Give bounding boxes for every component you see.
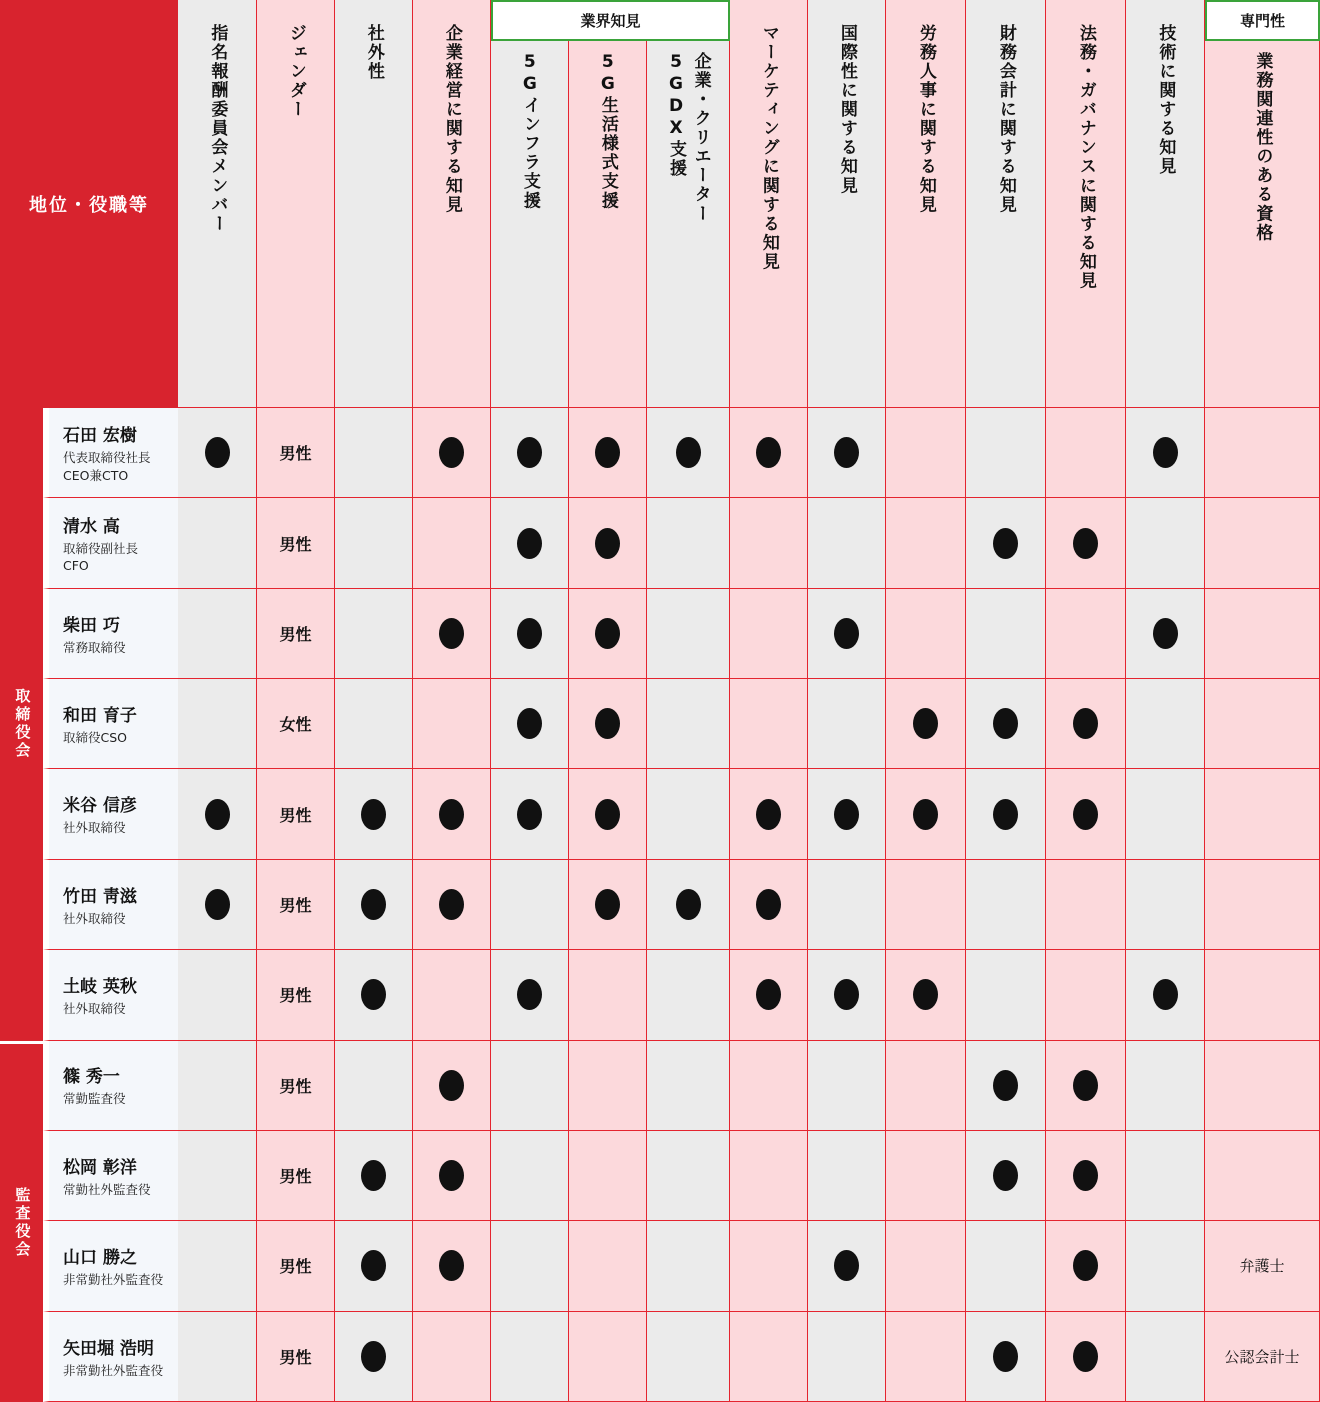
cell-nomination-committee-row3 <box>178 589 257 679</box>
dot-mark <box>439 618 464 649</box>
cell-finance-accounting-row1 <box>966 408 1046 498</box>
cell-gender-row7 <box>257 950 335 1040</box>
vertical-label: 5G生活様式支援 <box>597 52 618 211</box>
cell-gender-row5 <box>257 769 335 859</box>
corner-header-label: 地位・役職等 <box>29 195 149 216</box>
cell-qualification-row10 <box>1205 1221 1320 1311</box>
col-header-marketing <box>730 0 808 408</box>
cell-qualification-row8 <box>1205 1041 1320 1131</box>
cell-gender-row10 <box>257 1221 335 1311</box>
gender-text: 男性 <box>279 895 312 915</box>
cell-management-row9 <box>413 1131 491 1221</box>
dot-mark <box>439 1250 464 1281</box>
dot-mark <box>517 528 542 559</box>
member-name-cell <box>43 498 178 588</box>
cell-gender-row11 <box>257 1312 335 1402</box>
dot-mark <box>205 889 230 920</box>
cell-technology-row3 <box>1126 589 1205 679</box>
cell-marketing-row11 <box>730 1312 808 1402</box>
cell-international-row8 <box>808 1041 886 1131</box>
cell-gender-row1 <box>257 408 335 498</box>
cell-5g-infra-row6 <box>491 860 569 950</box>
cell-independence-row1 <box>335 408 413 498</box>
dot-mark <box>439 1070 464 1101</box>
col-header-qualification <box>1205 0 1320 408</box>
dot-mark <box>913 799 938 830</box>
cell-independence-row10 <box>335 1221 413 1311</box>
member-name-cell <box>43 1312 178 1402</box>
cell-legal-governance-row10 <box>1046 1221 1126 1311</box>
dot-mark <box>361 799 386 830</box>
qualification-text: 弁護士 <box>1239 1257 1285 1276</box>
cell-technology-row8 <box>1126 1041 1205 1131</box>
cell-5g-lifestyle-row1 <box>569 408 647 498</box>
gender-text: 男性 <box>279 1257 312 1277</box>
member-name: 石田 宏樹 <box>63 426 137 447</box>
cell-5g-infra-row1 <box>491 408 569 498</box>
cell-finance-accounting-row5 <box>966 769 1046 859</box>
cell-nomination-committee-row8 <box>178 1041 257 1131</box>
cell-technology-row5 <box>1126 769 1205 859</box>
vertical-label: 社外性 <box>363 24 384 82</box>
dot-mark <box>913 708 938 739</box>
cell-qualification-row2 <box>1205 498 1320 588</box>
gender-text: 男性 <box>279 986 312 1006</box>
cell-5g-dx-row6 <box>647 860 730 950</box>
dot-mark <box>439 437 464 468</box>
cell-nomination-committee-row10 <box>178 1221 257 1311</box>
cell-legal-governance-row6 <box>1046 860 1126 950</box>
cell-5g-infra-row2 <box>491 498 569 588</box>
cell-marketing-row10 <box>730 1221 808 1311</box>
cell-international-row5 <box>808 769 886 859</box>
member-name-cell <box>43 408 178 498</box>
corner-header <box>0 0 178 408</box>
cell-international-row1 <box>808 408 886 498</box>
cell-legal-governance-row11 <box>1046 1312 1126 1402</box>
cell-5g-dx-row9 <box>647 1131 730 1221</box>
cell-nomination-committee-row11 <box>178 1312 257 1402</box>
cell-legal-governance-row8 <box>1046 1041 1126 1131</box>
member-title: 常勤社外監査役 <box>63 1181 151 1197</box>
dot-mark <box>993 528 1018 559</box>
member-name: 米谷 信彦 <box>63 796 137 817</box>
member-name-cell <box>43 1221 178 1311</box>
cell-5g-lifestyle-row11 <box>569 1312 647 1402</box>
cell-nomination-committee-row7 <box>178 950 257 1040</box>
dot-mark <box>1073 1250 1098 1281</box>
cell-nomination-committee-row2 <box>178 498 257 588</box>
cell-marketing-row1 <box>730 408 808 498</box>
cell-legal-governance-row2 <box>1046 498 1126 588</box>
cell-5g-lifestyle-row5 <box>569 769 647 859</box>
cell-finance-accounting-row4 <box>966 679 1046 769</box>
member-name: 松岡 彰洋 <box>63 1157 137 1178</box>
column-group-specialty <box>1205 0 1320 41</box>
dot-mark <box>1153 437 1178 468</box>
cell-5g-dx-row4 <box>647 679 730 769</box>
cell-technology-row1 <box>1126 408 1205 498</box>
member-name-cell <box>43 860 178 950</box>
cell-hr-labor-row4 <box>886 679 966 769</box>
cell-international-row7 <box>808 950 886 1040</box>
dot-mark <box>361 979 386 1010</box>
member-title: 非常勤社外監査役 <box>63 1362 164 1378</box>
cell-technology-row6 <box>1126 860 1205 950</box>
cell-finance-accounting-row11 <box>966 1312 1046 1402</box>
cell-nomination-committee-row5 <box>178 769 257 859</box>
member-name-cell <box>43 950 178 1040</box>
column-group-label: 業界知見 <box>580 12 641 30</box>
dot-mark <box>205 799 230 830</box>
dot-mark <box>517 708 542 739</box>
member-name: 和田 育子 <box>63 706 137 727</box>
col-header-5g-infra <box>491 0 569 408</box>
cell-hr-labor-row7 <box>886 950 966 1040</box>
vertical-label: 企業・クリエーター 5GDX支援 <box>666 52 711 224</box>
dot-mark <box>595 708 620 739</box>
dot-mark <box>595 889 620 920</box>
cell-international-row3 <box>808 589 886 679</box>
dot-mark <box>834 618 859 649</box>
dot-mark <box>595 528 620 559</box>
cell-international-row6 <box>808 860 886 950</box>
cell-international-row10 <box>808 1221 886 1311</box>
member-title: 非常勤社外監査役 <box>63 1272 164 1288</box>
cell-hr-labor-row3 <box>886 589 966 679</box>
cell-hr-labor-row1 <box>886 408 966 498</box>
dot-mark <box>834 979 859 1010</box>
cell-management-row11 <box>413 1312 491 1402</box>
cell-management-row3 <box>413 589 491 679</box>
dot-mark <box>1073 708 1098 739</box>
member-name-cell <box>43 679 178 769</box>
qualification-text: 公認会計士 <box>1224 1347 1300 1366</box>
dot-mark <box>361 1250 386 1281</box>
cell-nomination-committee-row6 <box>178 860 257 950</box>
cell-qualification-row11 <box>1205 1312 1320 1402</box>
cell-5g-lifestyle-row2 <box>569 498 647 588</box>
dot-mark <box>993 708 1018 739</box>
cell-hr-labor-row6 <box>886 860 966 950</box>
dot-mark <box>1073 1160 1098 1191</box>
cell-management-row2 <box>413 498 491 588</box>
dot-mark <box>1073 528 1098 559</box>
cell-marketing-row6 <box>730 860 808 950</box>
cell-gender-row6 <box>257 860 335 950</box>
cell-5g-lifestyle-row4 <box>569 679 647 769</box>
vertical-label: マーケティングに関する知見 <box>758 24 779 272</box>
cell-independence-row7 <box>335 950 413 1040</box>
cell-5g-lifestyle-row6 <box>569 860 647 950</box>
dot-mark <box>361 1160 386 1191</box>
cell-hr-labor-row9 <box>886 1131 966 1221</box>
member-name: 篠 秀一 <box>63 1067 120 1088</box>
cell-5g-lifestyle-row8 <box>569 1041 647 1131</box>
dot-mark <box>439 889 464 920</box>
vertical-label: 労務人事に関する知見 <box>915 24 936 215</box>
gender-text: 男性 <box>279 624 312 644</box>
cell-finance-accounting-row10 <box>966 1221 1046 1311</box>
col-header-finance-accounting <box>966 0 1046 408</box>
dot-mark <box>1073 799 1098 830</box>
cell-qualification-row9 <box>1205 1131 1320 1221</box>
vertical-label: 指名報酬委員会メンバー <box>207 24 228 234</box>
dot-mark <box>361 1341 386 1372</box>
cell-technology-row9 <box>1126 1131 1205 1221</box>
cell-5g-infra-row5 <box>491 769 569 859</box>
vertical-label: 5Gインフラ支援 <box>519 52 540 211</box>
cell-independence-row6 <box>335 860 413 950</box>
cell-technology-row4 <box>1126 679 1205 769</box>
member-name: 清水 高 <box>63 516 120 537</box>
dot-mark <box>595 799 620 830</box>
cell-gender-row2 <box>257 498 335 588</box>
cell-international-row9 <box>808 1131 886 1221</box>
cell-international-row4 <box>808 679 886 769</box>
vertical-label: 法務・ガバナンスに関する知見 <box>1075 24 1096 291</box>
dot-mark <box>439 1160 464 1191</box>
cell-legal-governance-row4 <box>1046 679 1126 769</box>
member-name: 山口 勝之 <box>63 1248 137 1269</box>
dot-mark <box>517 618 542 649</box>
member-title: 代表取締役社長 CEO兼CTO <box>63 450 151 483</box>
cell-legal-governance-row3 <box>1046 589 1126 679</box>
member-title: 取締役副社長 CFO <box>63 540 139 574</box>
cell-qualification-row5 <box>1205 769 1320 859</box>
dot-mark <box>595 437 620 468</box>
col-header-independence <box>335 0 413 408</box>
member-name: 土岐 英秋 <box>63 977 137 998</box>
cell-5g-infra-row4 <box>491 679 569 769</box>
col-header-legal-governance <box>1046 0 1126 408</box>
col-header-management <box>413 0 491 408</box>
cell-5g-dx-row8 <box>647 1041 730 1131</box>
vertical-label: 国際性に関する知見 <box>836 24 857 196</box>
dot-mark <box>993 1070 1018 1101</box>
cell-finance-accounting-row2 <box>966 498 1046 588</box>
member-name: 柴田 巧 <box>63 615 120 636</box>
vertical-label: 業務関連性のある資格 <box>1252 52 1273 243</box>
member-title: 社外取締役 <box>63 1001 126 1017</box>
dot-mark <box>1153 618 1178 649</box>
col-header-nomination-committee <box>178 0 257 408</box>
column-group-industry-knowledge <box>491 0 730 41</box>
cell-legal-governance-row9 <box>1046 1131 1126 1221</box>
cell-5g-dx-row3 <box>647 589 730 679</box>
dot-mark <box>913 979 938 1010</box>
cell-technology-row11 <box>1126 1312 1205 1402</box>
cell-international-row2 <box>808 498 886 588</box>
dot-mark <box>361 889 386 920</box>
member-title: 社外取締役 <box>63 910 126 926</box>
col-header-gender <box>257 0 335 408</box>
gender-text: 男性 <box>279 805 312 825</box>
cell-5g-infra-row10 <box>491 1221 569 1311</box>
cell-management-row5 <box>413 769 491 859</box>
cell-nomination-committee-row1 <box>178 408 257 498</box>
cell-finance-accounting-row8 <box>966 1041 1046 1131</box>
cell-gender-row8 <box>257 1041 335 1131</box>
col-header-5g-dx <box>647 0 730 408</box>
cell-independence-row11 <box>335 1312 413 1402</box>
cell-5g-lifestyle-row9 <box>569 1131 647 1221</box>
dot-mark <box>834 437 859 468</box>
dot-mark <box>595 618 620 649</box>
cell-marketing-row7 <box>730 950 808 1040</box>
cell-5g-infra-row8 <box>491 1041 569 1131</box>
cell-5g-infra-row7 <box>491 950 569 1040</box>
cell-technology-row10 <box>1126 1221 1205 1311</box>
col-header-hr-labor <box>886 0 966 408</box>
dot-mark <box>517 799 542 830</box>
cell-independence-row8 <box>335 1041 413 1131</box>
dot-mark <box>993 1341 1018 1372</box>
cell-legal-governance-row5 <box>1046 769 1126 859</box>
cell-qualification-row1 <box>1205 408 1320 498</box>
cell-gender-row4 <box>257 679 335 769</box>
cell-nomination-committee-row4 <box>178 679 257 769</box>
dot-mark <box>834 799 859 830</box>
cell-5g-lifestyle-row10 <box>569 1221 647 1311</box>
cell-legal-governance-row1 <box>1046 408 1126 498</box>
column-group-label: 専門性 <box>1239 12 1285 30</box>
member-name: 矢田堀 浩明 <box>63 1338 154 1359</box>
cell-marketing-row9 <box>730 1131 808 1221</box>
cell-management-row1 <box>413 408 491 498</box>
cell-finance-accounting-row3 <box>966 589 1046 679</box>
cell-marketing-row2 <box>730 498 808 588</box>
cell-5g-dx-row1 <box>647 408 730 498</box>
dot-mark <box>439 799 464 830</box>
cell-5g-dx-row11 <box>647 1312 730 1402</box>
dot-mark <box>834 1250 859 1281</box>
member-title: 社外取締役 <box>63 820 126 836</box>
cell-5g-lifestyle-row7 <box>569 950 647 1040</box>
cell-technology-row7 <box>1126 950 1205 1040</box>
cell-hr-labor-row5 <box>886 769 966 859</box>
cell-management-row10 <box>413 1221 491 1311</box>
cell-qualification-row3 <box>1205 589 1320 679</box>
cell-5g-dx-row5 <box>647 769 730 859</box>
dot-mark <box>993 1160 1018 1191</box>
cell-independence-row5 <box>335 769 413 859</box>
gender-text: 男性 <box>279 1347 312 1367</box>
gender-text: 男性 <box>279 1076 312 1096</box>
cell-qualification-row7 <box>1205 950 1320 1040</box>
cell-hr-labor-row2 <box>886 498 966 588</box>
dot-mark <box>756 979 781 1010</box>
cell-legal-governance-row7 <box>1046 950 1126 1040</box>
cell-5g-infra-row9 <box>491 1131 569 1221</box>
gender-text: 男性 <box>279 444 312 464</box>
cell-management-row7 <box>413 950 491 1040</box>
dot-mark <box>993 799 1018 830</box>
dot-mark <box>517 979 542 1010</box>
member-title: 常勤監査役 <box>63 1091 126 1107</box>
dot-mark <box>205 437 230 468</box>
vertical-label: ジェンダー <box>285 24 306 120</box>
vertical-label: 企業経営に関する知見 <box>441 24 462 215</box>
cell-marketing-row4 <box>730 679 808 769</box>
cell-technology-row2 <box>1126 498 1205 588</box>
dot-mark <box>756 889 781 920</box>
cell-independence-row2 <box>335 498 413 588</box>
cell-independence-row4 <box>335 679 413 769</box>
cell-management-row8 <box>413 1041 491 1131</box>
cell-qualification-row4 <box>1205 679 1320 769</box>
cell-management-row6 <box>413 860 491 950</box>
vertical-label: 技術に関する知見 <box>1155 24 1176 177</box>
row-group-audit-board <box>0 1041 43 1402</box>
cell-nomination-committee-row9 <box>178 1131 257 1221</box>
cell-marketing-row8 <box>730 1041 808 1131</box>
cell-international-row11 <box>808 1312 886 1402</box>
dot-mark <box>1073 1070 1098 1101</box>
cell-independence-row3 <box>335 589 413 679</box>
member-name: 竹田 靑滋 <box>63 886 137 907</box>
cell-gender-row9 <box>257 1131 335 1221</box>
cell-management-row4 <box>413 679 491 769</box>
cell-5g-infra-row3 <box>491 589 569 679</box>
cell-qualification-row6 <box>1205 860 1320 950</box>
row-group-board-of-directors <box>0 408 43 1041</box>
gender-text: 女性 <box>279 715 312 735</box>
cell-hr-labor-row10 <box>886 1221 966 1311</box>
dot-mark <box>756 437 781 468</box>
gender-text: 男性 <box>279 534 312 554</box>
dot-mark <box>1073 1341 1098 1372</box>
member-name-cell <box>43 1131 178 1221</box>
col-header-technology <box>1126 0 1205 408</box>
dot-mark <box>517 437 542 468</box>
member-name-cell <box>43 589 178 679</box>
cell-hr-labor-row8 <box>886 1041 966 1131</box>
member-title: 常務取締役 <box>63 639 126 655</box>
cell-5g-infra-row11 <box>491 1312 569 1402</box>
dot-mark <box>676 437 701 468</box>
vertical-label: 財務会計に関する知見 <box>995 24 1016 215</box>
member-name-cell <box>43 1041 178 1131</box>
dot-mark <box>676 889 701 920</box>
col-header-5g-lifestyle <box>569 0 647 408</box>
row-group-label: 監査役会 <box>13 1186 32 1259</box>
cell-5g-lifestyle-row3 <box>569 589 647 679</box>
member-name-cell <box>43 769 178 859</box>
cell-finance-accounting-row7 <box>966 950 1046 1040</box>
cell-hr-labor-row11 <box>886 1312 966 1402</box>
dot-mark <box>1153 979 1178 1010</box>
cell-5g-dx-row2 <box>647 498 730 588</box>
gender-text: 男性 <box>279 1167 312 1187</box>
cell-finance-accounting-row9 <box>966 1131 1046 1221</box>
cell-5g-dx-row10 <box>647 1221 730 1311</box>
cell-5g-dx-row7 <box>647 950 730 1040</box>
cell-finance-accounting-row6 <box>966 860 1046 950</box>
member-title: 取締役CSO <box>63 730 128 746</box>
cell-marketing-row3 <box>730 589 808 679</box>
cell-gender-row3 <box>257 589 335 679</box>
cell-marketing-row5 <box>730 769 808 859</box>
dot-mark <box>756 799 781 830</box>
cell-independence-row9 <box>335 1131 413 1221</box>
col-header-international <box>808 0 886 408</box>
row-group-label: 取締役会 <box>13 688 32 761</box>
